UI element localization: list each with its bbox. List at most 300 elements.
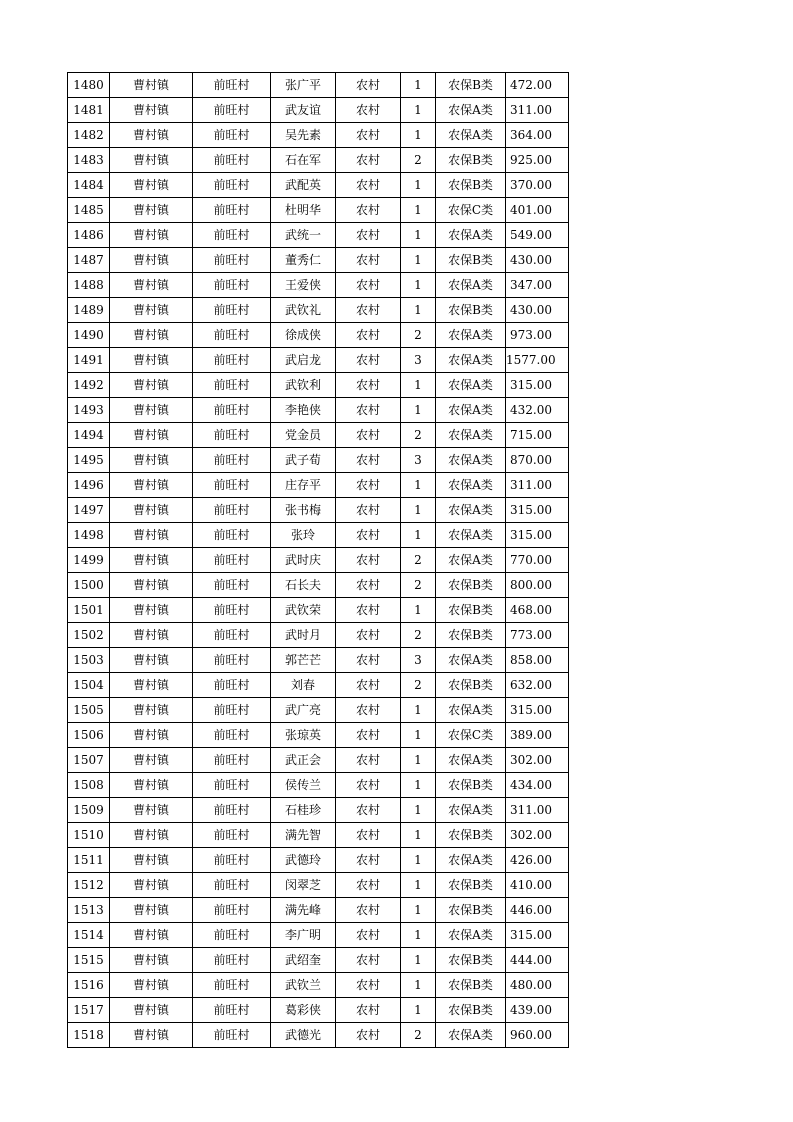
name-cell: 石长夫 — [271, 573, 336, 598]
village-cell: 前旺村 — [193, 348, 271, 373]
record-number: 1500 — [68, 573, 110, 598]
town-cell: 曹村镇 — [110, 623, 193, 648]
insurance-category-cell: 农保A类 — [436, 548, 506, 573]
name-cell: 侯传兰 — [271, 773, 336, 798]
record-number: 1494 — [68, 423, 110, 448]
insurance-category-cell: 农保A类 — [436, 398, 506, 423]
amount-cell: 472.00 — [506, 73, 569, 98]
town-cell: 曹村镇 — [110, 698, 193, 723]
insurance-category-cell: 农保A类 — [436, 498, 506, 523]
household-count-cell: 1 — [401, 298, 436, 323]
amount-cell: 858.00 — [506, 648, 569, 673]
name-cell: 徐成侠 — [271, 323, 336, 348]
village-cell: 前旺村 — [193, 948, 271, 973]
village-cell: 前旺村 — [193, 73, 271, 98]
household-count-cell: 1 — [401, 173, 436, 198]
town-cell: 曹村镇 — [110, 298, 193, 323]
village-cell: 前旺村 — [193, 248, 271, 273]
area-type-cell: 农村 — [336, 523, 401, 548]
town-cell: 曹村镇 — [110, 398, 193, 423]
village-cell: 前旺村 — [193, 848, 271, 873]
amount-cell: 870.00 — [506, 448, 569, 473]
record-number: 1498 — [68, 523, 110, 548]
town-cell: 曹村镇 — [110, 348, 193, 373]
town-cell: 曹村镇 — [110, 973, 193, 998]
town-cell: 曹村镇 — [110, 373, 193, 398]
record-number: 1492 — [68, 373, 110, 398]
town-cell: 曹村镇 — [110, 423, 193, 448]
record-number: 1504 — [68, 673, 110, 698]
household-count-cell: 2 — [401, 573, 436, 598]
table-row — [68, 73, 569, 98]
table-row — [68, 773, 569, 798]
household-count-cell: 1 — [401, 698, 436, 723]
household-count-cell: 1 — [401, 498, 436, 523]
town-cell: 曹村镇 — [110, 773, 193, 798]
town-cell: 曹村镇 — [110, 273, 193, 298]
amount-cell: 480.00 — [506, 973, 569, 998]
insurance-category-cell: 农保A类 — [436, 348, 506, 373]
name-cell: 武钦兰 — [271, 973, 336, 998]
household-count-cell: 1 — [401, 73, 436, 98]
table-row — [68, 398, 569, 423]
household-count-cell: 1 — [401, 723, 436, 748]
insurance-category-cell: 农保A类 — [436, 1023, 506, 1048]
name-cell: 闵翠芝 — [271, 873, 336, 898]
name-cell: 武钦荣 — [271, 598, 336, 623]
record-number: 1497 — [68, 498, 110, 523]
table-row — [68, 148, 569, 173]
record-number: 1493 — [68, 398, 110, 423]
town-cell: 曹村镇 — [110, 723, 193, 748]
amount-cell: 960.00 — [506, 1023, 569, 1048]
insurance-category-cell: 农保A类 — [436, 448, 506, 473]
insurance-category-cell: 农保B类 — [436, 898, 506, 923]
amount-cell: 302.00 — [506, 748, 569, 773]
insurance-category-cell: 农保A类 — [436, 323, 506, 348]
village-cell: 前旺村 — [193, 398, 271, 423]
table-row — [68, 123, 569, 148]
household-count-cell: 2 — [401, 623, 436, 648]
area-type-cell: 农村 — [336, 473, 401, 498]
village-cell: 前旺村 — [193, 923, 271, 948]
town-cell: 曹村镇 — [110, 448, 193, 473]
household-count-cell: 3 — [401, 448, 436, 473]
amount-cell: 444.00 — [506, 948, 569, 973]
name-cell: 郭芒芒 — [271, 648, 336, 673]
amount-cell: 426.00 — [506, 848, 569, 873]
amount-cell: 770.00 — [506, 548, 569, 573]
village-cell: 前旺村 — [193, 523, 271, 548]
amount-cell: 364.00 — [506, 123, 569, 148]
household-count-cell: 1 — [401, 198, 436, 223]
name-cell: 张书梅 — [271, 498, 336, 523]
name-cell: 石在军 — [271, 148, 336, 173]
name-cell: 武德光 — [271, 1023, 336, 1048]
table-row — [68, 448, 569, 473]
record-number: 1480 — [68, 73, 110, 98]
table-row — [68, 473, 569, 498]
village-cell: 前旺村 — [193, 823, 271, 848]
household-count-cell: 1 — [401, 798, 436, 823]
area-type-cell: 农村 — [336, 623, 401, 648]
insurance-category-cell: 农保A类 — [436, 273, 506, 298]
amount-cell: 925.00 — [506, 148, 569, 173]
village-cell: 前旺村 — [193, 273, 271, 298]
table-row — [68, 423, 569, 448]
household-count-cell: 1 — [401, 873, 436, 898]
insurance-category-cell: 农保A类 — [436, 748, 506, 773]
village-cell: 前旺村 — [193, 798, 271, 823]
household-count-cell: 3 — [401, 348, 436, 373]
record-number: 1487 — [68, 248, 110, 273]
record-number: 1481 — [68, 98, 110, 123]
amount-cell: 302.00 — [506, 823, 569, 848]
name-cell: 武钦礼 — [271, 298, 336, 323]
record-number: 1483 — [68, 148, 110, 173]
town-cell: 曹村镇 — [110, 998, 193, 1023]
town-cell: 曹村镇 — [110, 673, 193, 698]
table-row — [68, 323, 569, 348]
insurance-category-cell: 农保C类 — [436, 198, 506, 223]
town-cell: 曹村镇 — [110, 473, 193, 498]
insurance-category-cell: 农保B类 — [436, 823, 506, 848]
area-type-cell: 农村 — [336, 323, 401, 348]
village-cell: 前旺村 — [193, 148, 271, 173]
amount-cell: 347.00 — [506, 273, 569, 298]
insurance-category-cell: 农保B类 — [436, 573, 506, 598]
insurance-category-cell: 农保B类 — [436, 998, 506, 1023]
table-row — [68, 648, 569, 673]
record-number: 1495 — [68, 448, 110, 473]
name-cell: 满先智 — [271, 823, 336, 848]
table-row — [68, 598, 569, 623]
town-cell: 曹村镇 — [110, 498, 193, 523]
name-cell: 武时庆 — [271, 548, 336, 573]
name-cell: 李艳侠 — [271, 398, 336, 423]
insurance-category-cell: 农保B类 — [436, 873, 506, 898]
insurance-category-cell: 农保B类 — [436, 673, 506, 698]
village-cell: 前旺村 — [193, 373, 271, 398]
record-number: 1488 — [68, 273, 110, 298]
town-cell: 曹村镇 — [110, 148, 193, 173]
town-cell: 曹村镇 — [110, 1023, 193, 1048]
household-count-cell: 2 — [401, 423, 436, 448]
area-type-cell: 农村 — [336, 498, 401, 523]
name-cell: 董秀仁 — [271, 248, 336, 273]
amount-cell: 632.00 — [506, 673, 569, 698]
area-type-cell: 农村 — [336, 748, 401, 773]
amount-cell: 439.00 — [506, 998, 569, 1023]
table-row — [68, 723, 569, 748]
name-cell: 石桂珍 — [271, 798, 336, 823]
name-cell: 武绍奎 — [271, 948, 336, 973]
area-type-cell: 农村 — [336, 948, 401, 973]
insurance-category-cell: 农保A类 — [436, 473, 506, 498]
household-count-cell: 1 — [401, 123, 436, 148]
table-row — [68, 1023, 569, 1048]
record-number: 1510 — [68, 823, 110, 848]
household-count-cell: 1 — [401, 273, 436, 298]
village-cell: 前旺村 — [193, 598, 271, 623]
record-number: 1489 — [68, 298, 110, 323]
area-type-cell: 农村 — [336, 923, 401, 948]
insurance-category-cell: 农保A类 — [436, 373, 506, 398]
town-cell: 曹村镇 — [110, 948, 193, 973]
household-count-cell: 1 — [401, 848, 436, 873]
record-number: 1502 — [68, 623, 110, 648]
records-table — [67, 72, 569, 1048]
amount-cell: 315.00 — [506, 923, 569, 948]
table-row — [68, 273, 569, 298]
amount-cell: 311.00 — [506, 473, 569, 498]
record-number: 1511 — [68, 848, 110, 873]
household-count-cell: 1 — [401, 923, 436, 948]
insurance-category-cell: 农保A类 — [436, 648, 506, 673]
village-cell: 前旺村 — [193, 898, 271, 923]
area-type-cell: 农村 — [336, 798, 401, 823]
record-number: 1518 — [68, 1023, 110, 1048]
table-row — [68, 948, 569, 973]
town-cell: 曹村镇 — [110, 798, 193, 823]
village-cell: 前旺村 — [193, 448, 271, 473]
amount-cell: 430.00 — [506, 248, 569, 273]
table-row — [68, 673, 569, 698]
amount-cell: 315.00 — [506, 698, 569, 723]
amount-cell: 311.00 — [506, 798, 569, 823]
village-cell: 前旺村 — [193, 323, 271, 348]
household-count-cell: 1 — [401, 748, 436, 773]
town-cell: 曹村镇 — [110, 748, 193, 773]
insurance-category-cell: 农保A类 — [436, 523, 506, 548]
area-type-cell: 农村 — [336, 698, 401, 723]
amount-cell: 468.00 — [506, 598, 569, 623]
area-type-cell: 农村 — [336, 448, 401, 473]
record-number: 1490 — [68, 323, 110, 348]
record-number: 1501 — [68, 598, 110, 623]
area-type-cell: 农村 — [336, 173, 401, 198]
name-cell: 王爱侠 — [271, 273, 336, 298]
village-cell: 前旺村 — [193, 498, 271, 523]
village-cell: 前旺村 — [193, 723, 271, 748]
record-number: 1482 — [68, 123, 110, 148]
village-cell: 前旺村 — [193, 973, 271, 998]
record-number: 1485 — [68, 198, 110, 223]
village-cell: 前旺村 — [193, 773, 271, 798]
name-cell: 武配英 — [271, 173, 336, 198]
village-cell: 前旺村 — [193, 573, 271, 598]
amount-cell: 1577.00 — [506, 348, 569, 373]
town-cell: 曹村镇 — [110, 823, 193, 848]
table-row — [68, 798, 569, 823]
table-row — [68, 873, 569, 898]
table-row — [68, 823, 569, 848]
village-cell: 前旺村 — [193, 673, 271, 698]
household-count-cell: 1 — [401, 598, 436, 623]
household-count-cell: 1 — [401, 948, 436, 973]
record-number: 1512 — [68, 873, 110, 898]
table-row — [68, 523, 569, 548]
record-number: 1515 — [68, 948, 110, 973]
insurance-category-cell: 农保C类 — [436, 723, 506, 748]
town-cell: 曹村镇 — [110, 123, 193, 148]
town-cell: 曹村镇 — [110, 598, 193, 623]
area-type-cell: 农村 — [336, 773, 401, 798]
amount-cell: 434.00 — [506, 773, 569, 798]
name-cell: 张玲 — [271, 523, 336, 548]
village-cell: 前旺村 — [193, 1023, 271, 1048]
name-cell: 葛彩侠 — [271, 998, 336, 1023]
village-cell: 前旺村 — [193, 998, 271, 1023]
name-cell: 武统一 — [271, 223, 336, 248]
insurance-category-cell: 农保A类 — [436, 798, 506, 823]
table-row — [68, 223, 569, 248]
table-row — [68, 498, 569, 523]
record-number: 1486 — [68, 223, 110, 248]
amount-cell: 389.00 — [506, 723, 569, 748]
records-body — [68, 73, 569, 1048]
name-cell: 张广平 — [271, 73, 336, 98]
table-row — [68, 248, 569, 273]
area-type-cell: 农村 — [336, 873, 401, 898]
table-row — [68, 98, 569, 123]
village-cell: 前旺村 — [193, 298, 271, 323]
town-cell: 曹村镇 — [110, 198, 193, 223]
village-cell: 前旺村 — [193, 648, 271, 673]
record-number: 1506 — [68, 723, 110, 748]
record-number: 1505 — [68, 698, 110, 723]
town-cell: 曹村镇 — [110, 898, 193, 923]
area-type-cell: 农村 — [336, 148, 401, 173]
table-row — [68, 348, 569, 373]
village-cell: 前旺村 — [193, 123, 271, 148]
area-type-cell: 农村 — [336, 848, 401, 873]
record-number: 1484 — [68, 173, 110, 198]
amount-cell: 430.00 — [506, 298, 569, 323]
name-cell: 武广亮 — [271, 698, 336, 723]
table-row — [68, 898, 569, 923]
area-type-cell: 农村 — [336, 673, 401, 698]
table-row — [68, 623, 569, 648]
amount-cell: 773.00 — [506, 623, 569, 648]
table-row — [68, 198, 569, 223]
insurance-category-cell: 农保B类 — [436, 598, 506, 623]
insurance-category-cell: 农保B类 — [436, 773, 506, 798]
household-count-cell: 1 — [401, 898, 436, 923]
name-cell: 武友谊 — [271, 98, 336, 123]
name-cell: 庄存平 — [271, 473, 336, 498]
household-count-cell: 1 — [401, 523, 436, 548]
town-cell: 曹村镇 — [110, 573, 193, 598]
insurance-category-cell: 农保A类 — [436, 923, 506, 948]
name-cell: 武正会 — [271, 748, 336, 773]
household-count-cell: 1 — [401, 373, 436, 398]
village-cell: 前旺村 — [193, 873, 271, 898]
area-type-cell: 农村 — [336, 598, 401, 623]
town-cell: 曹村镇 — [110, 923, 193, 948]
amount-cell: 315.00 — [506, 373, 569, 398]
insurance-category-cell: 农保A类 — [436, 423, 506, 448]
area-type-cell: 农村 — [336, 298, 401, 323]
town-cell: 曹村镇 — [110, 848, 193, 873]
village-cell: 前旺村 — [193, 98, 271, 123]
record-number: 1491 — [68, 348, 110, 373]
record-number: 1499 — [68, 548, 110, 573]
area-type-cell: 农村 — [336, 423, 401, 448]
town-cell: 曹村镇 — [110, 98, 193, 123]
insurance-category-cell: 农保B类 — [436, 173, 506, 198]
amount-cell: 800.00 — [506, 573, 569, 598]
insurance-category-cell: 农保B类 — [436, 298, 506, 323]
village-cell: 前旺村 — [193, 748, 271, 773]
household-count-cell: 2 — [401, 1023, 436, 1048]
household-count-cell: 1 — [401, 773, 436, 798]
insurance-category-cell: 农保A类 — [436, 848, 506, 873]
household-count-cell: 1 — [401, 223, 436, 248]
insurance-category-cell: 农保B类 — [436, 973, 506, 998]
household-count-cell: 1 — [401, 973, 436, 998]
name-cell: 满先峰 — [271, 898, 336, 923]
amount-cell: 446.00 — [506, 898, 569, 923]
town-cell: 曹村镇 — [110, 523, 193, 548]
record-number: 1513 — [68, 898, 110, 923]
town-cell: 曹村镇 — [110, 223, 193, 248]
table-row — [68, 998, 569, 1023]
name-cell: 武启龙 — [271, 348, 336, 373]
table-row — [68, 373, 569, 398]
name-cell: 武钦利 — [271, 373, 336, 398]
area-type-cell: 农村 — [336, 998, 401, 1023]
table-row — [68, 698, 569, 723]
name-cell: 武时月 — [271, 623, 336, 648]
area-type-cell: 农村 — [336, 248, 401, 273]
area-type-cell: 农村 — [336, 123, 401, 148]
insurance-category-cell: 农保B类 — [436, 948, 506, 973]
record-number: 1509 — [68, 798, 110, 823]
village-cell: 前旺村 — [193, 623, 271, 648]
record-number: 1503 — [68, 648, 110, 673]
area-type-cell: 农村 — [336, 898, 401, 923]
town-cell: 曹村镇 — [110, 323, 193, 348]
amount-cell: 715.00 — [506, 423, 569, 448]
area-type-cell: 农村 — [336, 723, 401, 748]
area-type-cell: 农村 — [336, 573, 401, 598]
village-cell: 前旺村 — [193, 223, 271, 248]
record-number: 1508 — [68, 773, 110, 798]
record-number: 1496 — [68, 473, 110, 498]
record-number: 1517 — [68, 998, 110, 1023]
name-cell: 张琼英 — [271, 723, 336, 748]
household-count-cell: 3 — [401, 648, 436, 673]
record-number: 1516 — [68, 973, 110, 998]
household-count-cell: 2 — [401, 673, 436, 698]
table-row — [68, 573, 569, 598]
amount-cell: 401.00 — [506, 198, 569, 223]
amount-cell: 311.00 — [506, 98, 569, 123]
area-type-cell: 农村 — [336, 648, 401, 673]
name-cell: 吴先素 — [271, 123, 336, 148]
town-cell: 曹村镇 — [110, 548, 193, 573]
amount-cell: 410.00 — [506, 873, 569, 898]
table-row — [68, 973, 569, 998]
village-cell: 前旺村 — [193, 698, 271, 723]
area-type-cell: 农村 — [336, 223, 401, 248]
village-cell: 前旺村 — [193, 173, 271, 198]
area-type-cell: 农村 — [336, 1023, 401, 1048]
village-cell: 前旺村 — [193, 423, 271, 448]
household-count-cell: 2 — [401, 548, 436, 573]
town-cell: 曹村镇 — [110, 173, 193, 198]
